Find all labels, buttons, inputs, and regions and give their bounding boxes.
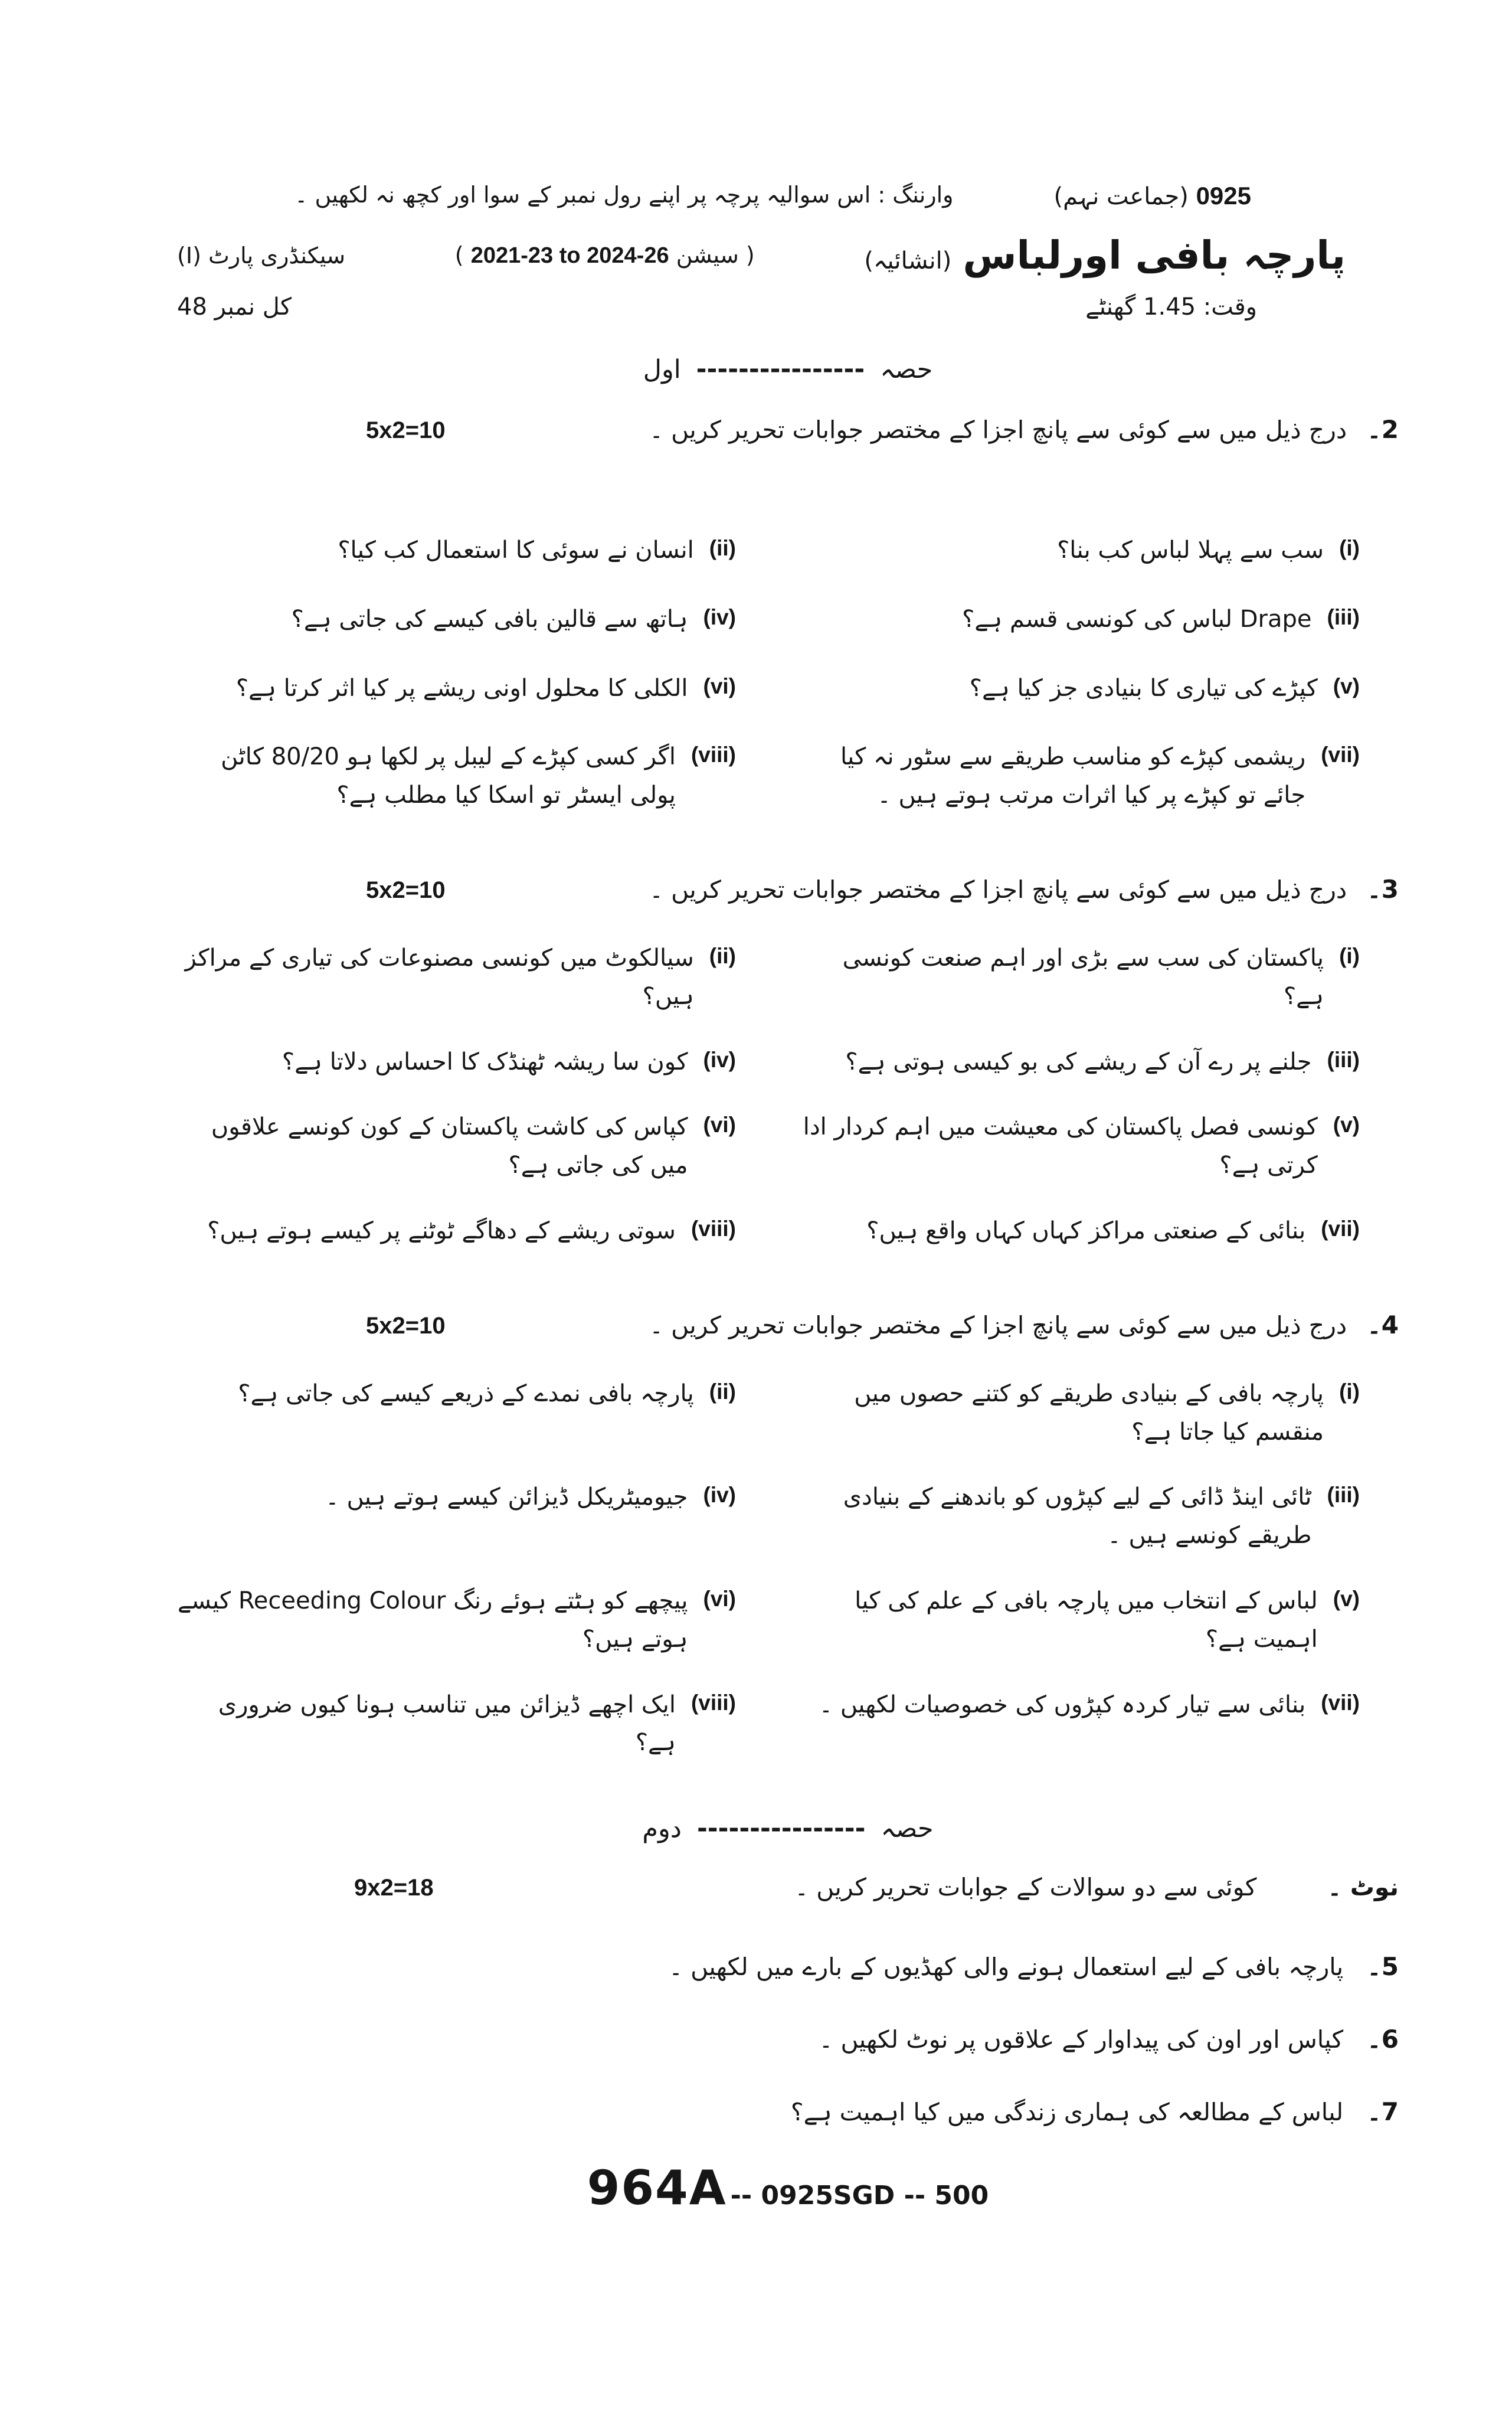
item-text: پارچہ بافی نمدے کے ذریعے کیسے کی جاتی ہے؟ [238,1380,694,1407]
question-item [801,1686,1399,1763]
item-text: ریشمی کپڑے کو مناسب طریقے سے سٹور نہ کیا جائے تو کپڑے پر کیا اثرات مرتب ہوتے ہیں ۔ [840,743,1306,809]
item-text: پاکستان کی سب سے بڑی اور اہم صنعت کونسی ہے؟ [842,944,1324,1010]
session-range: 2021-23 to 2024-26 [470,243,669,268]
question-item [177,1043,775,1081]
title-block [864,233,1346,278]
item-label: (ii) [709,943,736,968]
class-label: (جماعت نہم) [1053,183,1189,210]
total-marks: کل نمبر 48 [177,293,292,321]
question-item [177,939,775,1016]
item-label: (i) [1339,536,1360,560]
header-top-row [177,182,1399,210]
part-2-note-row [177,1873,1399,1901]
footer-print-code: -- 0925SGD -- 500 [730,2181,989,2211]
question-item [801,1212,1399,1250]
header-title-row [177,233,1399,278]
question-item [801,1043,1399,1081]
question-text: درج ذیل میں سے کوئی سے پانچ اجزا کے مختصر جوابات تحریر کریں ۔ [649,1310,1347,1339]
question-7 [177,2097,1399,2126]
question-text: لباس کے مطالعہ کی ہماری زندگی میں کیا اہمیت ہے؟ [790,2098,1344,2127]
item-label: (vi) [703,1586,736,1611]
question-number: 3۔ [1367,874,1399,904]
item-text: ہاتھ سے قالین بافی کیسے کی جاتی ہے؟ [291,605,688,633]
question-item [801,600,1399,639]
question-text: درج ذیل میں سے کوئی سے پانچ اجزا کے مختصر جوابات تحریر کریں ۔ [649,875,1347,904]
question-item [801,939,1399,1016]
question-item [801,1582,1399,1659]
marks-badge: 9x2=18 [354,1875,434,1901]
item-text: پارچہ بافی کے بنیادی طریقے کو کتنے حصوں میں منقسم کیا جاتا ہے؟ [854,1380,1324,1446]
part-word: حصہ [881,1814,934,1844]
item-text: کپڑے کی تیاری کا بنیادی جز کیا ہے؟ [969,674,1318,702]
time-allowed: وقت: 1.45 گھنٹے [1085,293,1257,321]
part-1-name: اول [643,355,681,384]
question-number: 4۔ [1367,1310,1399,1339]
question-item [177,531,775,570]
item-text: لباس کے انتخاب میں پارچہ بافی کے علم کی کیا اہمیت ہے؟ [855,1587,1318,1653]
question-2-heading [177,415,1399,444]
item-label: (ii) [709,536,736,560]
session-label [455,242,755,269]
item-text: جیومیٹریکل ڈیزائن کیسے ہوتے ہیں ۔ [325,1483,688,1511]
item-label: (iv) [703,604,736,629]
question-item [177,600,775,639]
question-item [801,669,1399,708]
warning-text: وارننگ : اس سوالیہ پرچہ پر اپنے رول نمبر کے سوا اور کچھ نہ لکھیں ۔ [294,182,954,208]
item-text: الکلی کا محلول اونی ریشے پر کیا اثر کرتا ہے؟ [235,674,688,702]
question-text: درج ذیل میں سے کوئی سے پانچ اجزا کے مختصر جوابات تحریر کریں ۔ [649,416,1347,444]
note-label: نوٹ ۔ [1327,1873,1399,1902]
session-prefix: ( سیشن [676,242,755,268]
question-item [177,669,775,708]
question-text: کپاس اور اون کی پیداوار کے علاقوں پر نوٹ لکھیں ۔ [819,2025,1344,2054]
note-text: کوئی سے دو سوالات کے جوابات تحریر کریں ۔ [794,1873,1257,1902]
item-label: (v) [1333,674,1360,698]
item-label: (v) [1333,1586,1360,1611]
question-4-heading [177,1310,1399,1339]
question-3-items [177,939,1399,1250]
question-number: 5۔ [1367,1952,1399,1982]
question-item [801,1108,1399,1185]
question-number: 7۔ [1367,2097,1399,2127]
question-2-items [177,531,1399,815]
item-label: (v) [1333,1113,1360,1137]
marks-badge: 5x2=10 [366,1312,446,1339]
item-text: سیالکوٹ میں کونسی مصنوعات کی تیاری کے مراکز ہیں؟ [185,944,694,1010]
question-item [177,1212,775,1250]
part-2-name: دوم [642,1814,682,1844]
item-label: (iv) [703,1483,736,1508]
marks-badge: 5x2=10 [366,877,446,903]
question-item [801,1478,1399,1555]
question-item [801,1375,1399,1452]
item-text: کونسی فصل پاکستان کی معیشت میں اہم کردار ادا کرتی ہے؟ [803,1113,1318,1179]
item-label: (viii) [690,743,736,767]
question-5 [177,1952,1399,1981]
part-dashes: ---------------- [696,355,865,384]
question-item [177,1108,775,1185]
question-item [177,1582,775,1659]
marks-badge: 5x2=10 [366,417,446,443]
session-suffix: ) [454,242,464,268]
item-label: (iv) [703,1047,736,1072]
item-label: (vi) [703,674,736,698]
question-item [801,738,1399,815]
part-dashes: ---------------- [696,1814,866,1844]
question-item [177,738,775,815]
item-text: کپاس کی کاشت پاکستان کے کون کونسے علاقوں میں کی جاتی ہے؟ [211,1113,688,1179]
item-text: انسان نے سوئی کا استعمال کب کیا؟ [338,537,694,564]
question-item [177,1375,775,1452]
question-item [801,531,1399,570]
item-label: (iii) [1327,604,1360,629]
question-number: 6۔ [1367,2025,1399,2054]
part-2-heading [177,1814,1399,1843]
item-label: (vii) [1321,1216,1360,1241]
footer-form-code: 964A [587,2160,727,2216]
item-text: ٹائی اینڈ ڈائی کے لیے کپڑوں کو باندھنے کے بنیادی طریقے کونسے ہیں ۔ [843,1483,1312,1550]
question-text: پارچہ بافی کے لیے استعمال ہونے والی کھڈیوں کے بارے میں لکھیں ۔ [669,1953,1344,1982]
question-number: 2۔ [1367,415,1399,444]
part-1-heading [177,355,1399,384]
item-text: Drape لباس کی کونسی قسم ہے؟ [962,605,1312,633]
paper-footer-code [177,2160,1399,2215]
item-text: جلنے پر رے آن کے ریشے کی بو کیسی ہوتی ہے؟ [845,1048,1312,1076]
question-3-heading [177,875,1399,904]
question-item [177,1478,775,1555]
paper-title-note: (انشائیہ) [864,247,952,274]
item-text: بنائی سے تیار کردہ کپڑوں کی خصوصیات لکھیں ۔ [819,1691,1306,1718]
item-label: (iii) [1327,1047,1360,1072]
item-label: (vii) [1321,1690,1360,1715]
paper-title: پارچہ بافی اورلباس [963,233,1346,278]
part-word: حصہ [880,355,933,384]
item-text: پیچھے کو ہٹتے ہوئے رنگ Receeding Colour کیسے ہوتے ہیں؟ [177,1587,688,1653]
item-text: سب سے پہلا لباس کب بنا؟ [1057,537,1324,564]
question-6 [177,2025,1399,2054]
item-label: (i) [1339,943,1360,968]
item-text: سوتی ریشے کے دھاگے ٹوٹنے پر کیسے ہوتے ہیں؟ [207,1217,676,1244]
item-label: (vi) [703,1113,736,1137]
paper-code: 0925 [1196,182,1251,210]
item-label: (ii) [709,1379,736,1404]
item-text: کون سا ریشہ ٹھنڈک کا احساس دلاتا ہے؟ [282,1048,688,1076]
item-label: (viii) [690,1690,736,1715]
header-meta-row [177,293,1399,321]
question-4-items [177,1375,1399,1762]
item-text: بنائی کے صنعتی مراکز کہاں کہاں واقع ہیں؟ [866,1217,1306,1244]
item-text: اگر کسی کپڑے کے لیبل پر لکھا ہو 80/20 کاٹن پولی ایسٹر تو اسکا کیا مطلب ہے؟ [221,743,676,809]
question-item [177,1686,775,1763]
item-text: ایک اچھے ڈیزائن میں تناسب ہونا کیوں ضروری ہے؟ [218,1691,676,1757]
paper-code-and-class [1054,182,1251,210]
item-label: (i) [1339,1379,1360,1404]
secondary-part-label: سیکنڈری پارٹ (I) [177,242,346,269]
item-label: (iii) [1327,1483,1360,1508]
item-label: (viii) [690,1216,736,1241]
item-label: (vii) [1321,743,1360,767]
